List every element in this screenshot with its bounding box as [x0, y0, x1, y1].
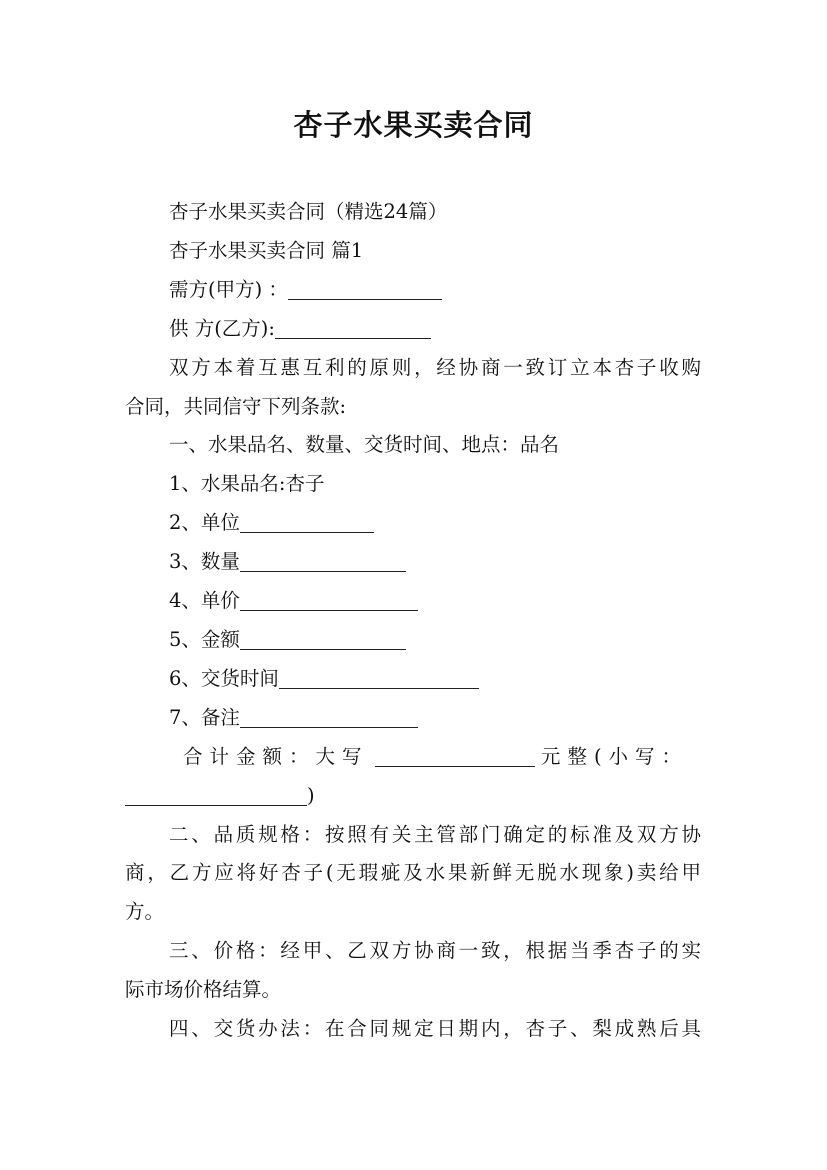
intro-line-1: 双方本着互惠互利的原则，经协商一致订立本杏子收购 — [169, 355, 701, 379]
item-quantity-label: 3、数量 — [169, 550, 240, 574]
clause-1-heading: 一、水果品名、数量、交货时间、地点：品名 — [169, 433, 560, 457]
item-amount-line — [125, 621, 701, 660]
clause-2-line-1: 二、品质规格：按照有关主管部门确定的标准及双方协 — [169, 822, 701, 846]
item-name: 1、水果品名:杏子 — [169, 472, 325, 496]
item-amount-label: 5、金额 — [169, 627, 240, 651]
item-delivery-time-line — [125, 660, 701, 699]
item-price-line — [125, 582, 701, 621]
clause-4-line-1: 四、交货办法：在合同规定日期内，杏子、梨成熟后具 — [169, 1017, 701, 1041]
party-b-blank — [275, 312, 431, 339]
party-b-label: 供 方(乙方): — [169, 316, 275, 340]
item-remarks-label: 7、备注 — [169, 705, 240, 729]
item-quantity-line — [125, 543, 701, 582]
party-a-line — [125, 271, 701, 310]
item-unit-blank — [240, 506, 374, 533]
item-remarks-line — [125, 699, 701, 738]
item-price-blank — [240, 584, 418, 611]
total-line-2 — [125, 777, 701, 816]
party-b-line — [125, 310, 701, 349]
total-close: ) — [307, 783, 315, 807]
total-small-open: (小写： — [593, 744, 689, 768]
total-small-blank — [125, 779, 307, 806]
item-unit-label: 2、单位 — [169, 511, 240, 535]
total-yuan: 元整 — [540, 744, 594, 768]
clause-2-line-2: 商，乙方应将好杏子(无瑕疵及水果新鲜无脱水现象)卖给甲 — [125, 861, 701, 885]
item-remarks-blank — [240, 701, 418, 728]
item-delivery-time-label: 6、交货时间 — [169, 666, 279, 690]
party-a-blank — [288, 273, 442, 300]
item-price-label: 4、单价 — [169, 589, 240, 613]
total-capital-blank — [375, 740, 535, 767]
clause-3-line-2: 际市场价格结算。 — [125, 978, 282, 1002]
item-delivery-time-blank — [279, 662, 479, 689]
intro-line-2: 合同，共同信守下列条款: — [125, 394, 347, 418]
total-label: 合计金额：大写 — [183, 744, 369, 768]
item-unit-line — [125, 504, 701, 543]
clause-3-line-1: 三、价格：经甲、乙双方协商一致，根据当季杏子的实 — [169, 939, 701, 963]
document-title: 杏子水果买卖合同 — [293, 108, 534, 142]
item-amount-blank — [240, 623, 406, 650]
section-heading: 杏子水果买卖合同 篇1 — [169, 238, 364, 262]
clause-2-line-3: 方。 — [125, 900, 165, 924]
party-a-label: 需方(甲方) ： — [169, 277, 288, 301]
document-body — [125, 193, 701, 1049]
subtitle: 杏子水果买卖合同（精选24篇） — [169, 200, 448, 223]
item-quantity-blank — [240, 545, 406, 572]
total-line — [125, 738, 701, 777]
